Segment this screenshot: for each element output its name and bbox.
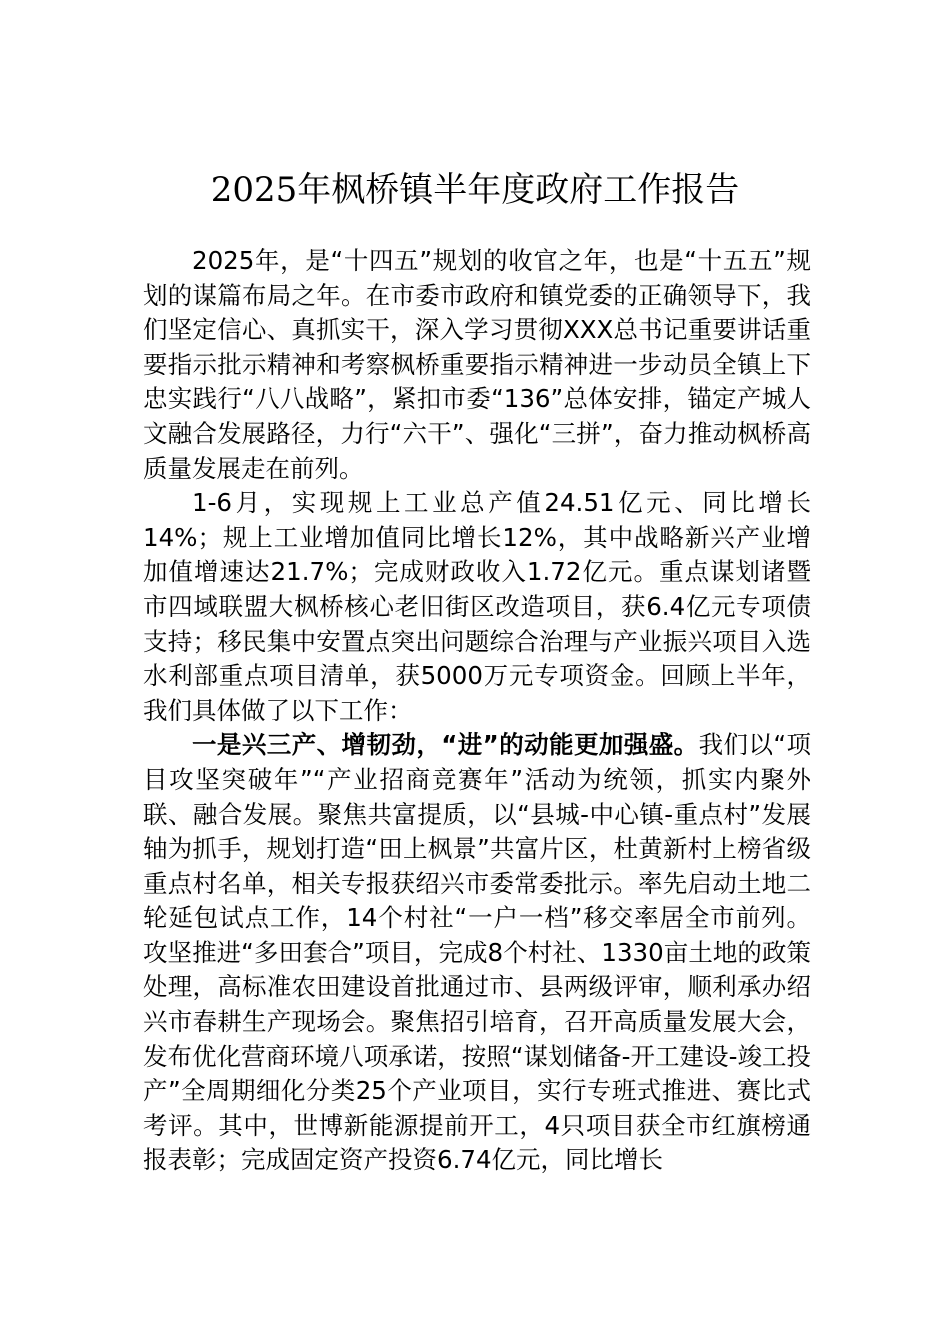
document-body (143, 244, 811, 1178)
document-title: 2025年枫桥镇半年度政府工作报告 (210, 170, 740, 210)
paragraph-intro (143, 244, 811, 486)
paragraph-summary (143, 486, 811, 728)
paragraph-section-one-text: 我们以“项目攻坚突破年”“产业招商竞赛年”活动为统领，抓实内聚外联、融合发展。聚焦共富提质，以“县城-中心镇-重点村”发展轴为抓手，规划打造“田上枫景”共富片区，杜黄新村上榜省级重点村名单，相关专报获绍兴市委常委批示。率先启动土地二轮延包试点工作，14个村社“一户一档”移交率居全市前列。攻坚推进“多田套合”项目，完成8个村社、1330亩土地的政策处理，高标准农田建设首批通过市、县两级评审，顺利承办绍兴市春耕生产现场会。聚焦招引培育，召开高质量发展大会，发布优化营商环境八项承诺，按照“谋划储备-开工建设-竣工投产”全周期细化分类25个产业项目，实行专班式推进、赛比式考评。其中，世博新能源提前开工，4只项目获全市红旗榜通报表彰；完成固定资产投资6.74亿元，同比增长 (143, 730, 811, 1175)
paragraph-summary-text: 1-6月，实现规上工业总产值24.51亿元、同比增长14%；规上工业增加值同比增长12%，其中战略新兴产业增加值增速达21.7%；完成财政收入1.72亿元。重点谋划诸暨市四域联盟大枫桥核心老旧街区改造项目，获6.4亿元专项债支持；移民集中安置点突出问题综合治理与产业振兴项目入选水利部重点项目清单，获5000万元专项资金。回顾上半年，我们具体做了以下工作： (143, 488, 811, 725)
paragraph-section-one (143, 728, 811, 1178)
paragraph-intro-text: 2025年，是“十四五”规划的收官之年，也是“十五五”规划的谋篇布局之年。在市委市政府和镇党委的正确领导下，我们坚定信心、真抓实干，深入学习贯彻XXX总书记重要讲话重要指示批示精神和考察枫桥重要指示精神进一步动员全镇上下忠实践行“八八战略”，紧扣市委“136”总体安排，锚定产城人文融合发展路径，力行“六干”、强化“三拼”，奋力推动枫桥高质量发展走在前列。 (143, 246, 811, 483)
section-one-heading: 一是兴三产、增韧劲，“进”的动能更加强盛。 (192, 730, 699, 760)
